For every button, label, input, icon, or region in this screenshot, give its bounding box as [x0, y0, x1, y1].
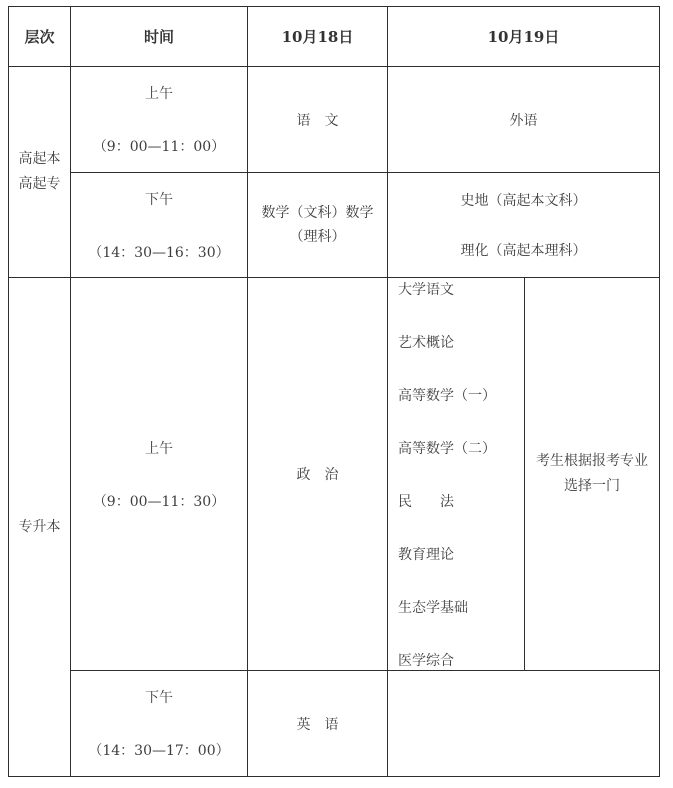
exam-schedule-table — [8, 6, 660, 777]
level-line: 专升本 — [18, 518, 61, 535]
time-period: 上午 — [145, 440, 173, 457]
level-label-gaoqi — [9, 147, 70, 197]
table-row-zhuanshengben-morning — [9, 278, 660, 671]
table-row-gaoqi-morning — [9, 67, 660, 173]
empty-cell — [388, 671, 660, 777]
time-range: （9：00—11：00） — [92, 139, 226, 155]
time-cell-zsb-morning — [71, 278, 248, 671]
subject-list-cell — [388, 278, 525, 671]
subject-item: 高等数学（一） — [398, 387, 496, 404]
time-range: （9：00—11：30） — [92, 493, 226, 510]
time-range: （14：30—16：30） — [88, 244, 230, 261]
header-row — [9, 7, 660, 67]
selection-note: 考生根据报考专业选择一门 — [536, 453, 648, 494]
time-range: （14：30—17：00） — [88, 743, 230, 759]
time-period: 下午 — [145, 191, 173, 208]
level-cell-zhuanshengben — [9, 278, 71, 777]
note-cell — [525, 278, 660, 671]
subject-item: 医学综合 — [398, 652, 454, 669]
time-period: 下午 — [145, 690, 173, 706]
time-cell-zsb-afternoon — [71, 671, 248, 777]
level-cell-gaoqi — [9, 67, 71, 278]
subject-cell-english: 英 语 — [248, 671, 388, 777]
subject-cell-chinese: 语 文 — [248, 67, 388, 173]
subject-item: 大学语文 — [398, 281, 454, 298]
level-line: 高起专 — [18, 176, 61, 192]
header-day1: 10月18日 — [248, 7, 388, 67]
table-row-zhuanshengben-afternoon — [9, 671, 660, 777]
subject-cell-history-physics — [388, 173, 660, 278]
subject-line: 数学（文科）数学 — [261, 205, 374, 221]
subject-item: 生态学基础 — [398, 599, 468, 616]
time-cell-gaoqi-morning — [71, 67, 248, 173]
header-level: 层次 — [9, 7, 71, 67]
time-period: 上午 — [145, 86, 173, 102]
subject-cell-math — [248, 173, 388, 278]
subject-item: 民 法 — [398, 493, 454, 510]
subject-item: 高等数学（二） — [398, 440, 496, 457]
subject-list — [388, 279, 524, 670]
level-line: 高起本 — [18, 151, 61, 167]
subject-item: 教育理论 — [398, 546, 454, 563]
time-cell-gaoqi-afternoon — [71, 173, 248, 278]
subject-line: 理化（高起本理科） — [460, 243, 587, 259]
subject-line: 史地（高起本文科） — [460, 193, 587, 209]
subject-line: （理科） — [289, 229, 346, 245]
subject-cell-foreign-language: 外语 — [388, 67, 660, 173]
table-row-gaoqi-afternoon — [9, 173, 660, 278]
subject-cell-politics: 政 治 — [248, 278, 388, 671]
level-label-zhuanshengben — [9, 515, 70, 540]
header-time: 时间 — [71, 7, 248, 67]
header-day2: 10月19日 — [388, 7, 660, 67]
subject-item: 艺术概论 — [398, 334, 454, 351]
